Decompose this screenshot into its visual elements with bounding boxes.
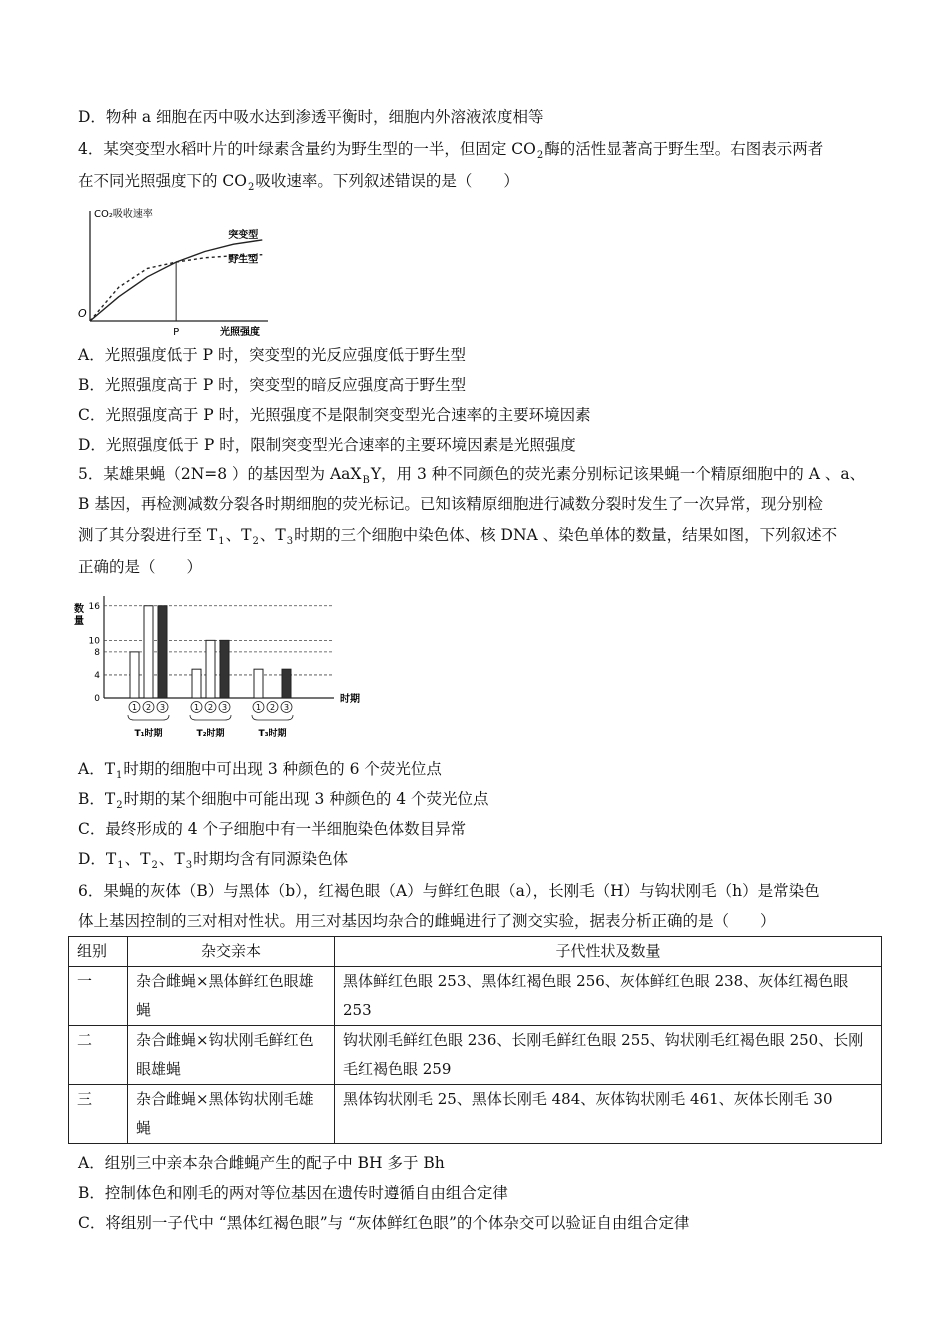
table-row (69, 1026, 882, 1085)
bar (192, 669, 201, 698)
cell-offspring: 黑体钩状刚毛 25、黑体长刚毛 484、灰体钩状刚毛 461、灰体长刚毛 30 (335, 1085, 882, 1144)
co2-absorption-chart (76, 205, 276, 338)
q4-stem-line2: 在不同光照强度下的 $CO_2$吸收速率。下列叙述错误的是（ ） (78, 172, 519, 193)
q5-option-c: C．最终形成的 4 个子细胞中有一半细胞染色体数目异常 (78, 820, 467, 838)
bar-label: 3 (283, 703, 290, 712)
origin-label: O (78, 307, 87, 320)
cell-group: 二 (69, 1026, 128, 1085)
header-parents: 杂交亲本 (128, 937, 335, 967)
bar (206, 640, 215, 698)
group-brace (252, 715, 293, 720)
q5-option-a: A．$T_1$时期的细胞中可出现 3 种颜色的 6 个荧光位点 (78, 760, 442, 781)
q3-option-d: D．物种 a 细胞在丙中吸水达到渗透平衡时，细胞内外溶液浓度相等 (78, 108, 544, 126)
bar-label: 3 (159, 703, 166, 712)
bar (158, 606, 167, 698)
cell-offspring: 黑体鲜红色眼 253、黑体红褐色眼 256、灰体鲜红色眼 238、灰体红褐色眼 253 (335, 967, 882, 1026)
q4-option-c: C．光照强度高于 P 时，光照强度不是限制突变型光合速率的主要环境因素 (78, 406, 591, 424)
cell-parents: 杂合雌蝇×黑体鲜红色眼雄蝇 (128, 967, 335, 1026)
bar-label: 1 (131, 703, 138, 712)
p-marker-label: P (173, 327, 180, 338)
bar (130, 652, 139, 698)
group-label: T₁时期 (134, 729, 163, 739)
x-axis-label: 时期 (340, 694, 360, 705)
table-row (69, 1085, 882, 1144)
q4-option-b: B．光照强度高于 P 时，突变型的暗反应强度高于野生型 (78, 376, 467, 394)
bar (144, 606, 153, 698)
q5-option-d: D．$T_1$、$T_2$、$T_3$时期均含有同源染色体 (78, 850, 349, 871)
bar-label: 3 (221, 703, 228, 712)
q6-table (68, 936, 882, 1144)
bar (220, 640, 229, 698)
cell-group: 一 (69, 967, 128, 1026)
q5-stem-line2: B 基因，再检测减数分裂各时期细胞的荧光标记。已知该精原细胞进行减数分裂时发生了一次异常，现分别检 (78, 495, 823, 513)
cell-group: 三 (69, 1085, 128, 1144)
q5-stem-line4: 正确的是（ ） (78, 558, 203, 576)
bar-label: 2 (269, 703, 276, 712)
bar-label: 2 (207, 703, 214, 712)
q6-option-a: A．组别三中亲本杂合雌蝇产生的配子中 BH 多于 Bh (78, 1154, 445, 1172)
cell-parents: 杂合雌蝇×黑体钩状刚毛雄蝇 (128, 1085, 335, 1144)
y-tick-label: 8 (94, 647, 100, 658)
q4-option-a: A．光照强度低于 P 时，突变型的光反应强度低于野生型 (78, 346, 466, 364)
table-row (69, 967, 882, 1026)
header-group: 组别 (69, 937, 128, 967)
bar-label: 2 (145, 703, 152, 712)
q6-option-c: C．将组别一子代中 “黑体红褐色眼”与 “灰体鲜红色眼”的个体杂交可以验证自由组合定律 (78, 1214, 690, 1232)
q5-stem-line3: 测了其分裂进行至 $T_1$、$T_2$、$T_3$时期的三个细胞中染色体、核 DNA 、染色单体的数量，结果如图，下列叙述不 (78, 526, 838, 547)
y-axis-label-top: 数 (74, 604, 84, 615)
y-tick-label: 16 (88, 601, 100, 612)
group-brace (190, 715, 231, 720)
group-label: T₃时期 (258, 729, 287, 739)
bar (282, 669, 291, 698)
q6-stem-line1: 6．果蝇的灰体（B）与黑体（b），红褐色眼（A）与鲜红色眼（a），长刚毛（H）与钩状刚毛（h）是常染色 (78, 882, 820, 900)
q6-option-b: B．控制体色和刚毛的两对等位基因在遗传时遵循自由组合定律 (78, 1184, 508, 1202)
x-axis-label: 光照强度 (220, 327, 260, 338)
y-tick-label: 0 (94, 694, 100, 704)
y-axis-label-bottom: 量 (74, 616, 84, 627)
y-tick-label: 10 (88, 636, 100, 647)
bar-label: 1 (255, 703, 262, 712)
y-tick-label: 4 (94, 670, 100, 681)
q4-stem-line1: 4．某突变型水稻叶片的叶绿素含量约为野生型的一半，但固定 $CO_2$酶的活性显著高于野生型。右图表示两者 (78, 140, 824, 161)
bar-label: 1 (193, 703, 200, 712)
table-header-row (69, 937, 882, 967)
legend-label: 野生型 (228, 254, 259, 266)
cell-parents: 杂合雌蝇×钩状刚毛鲜红色眼雄蝇 (128, 1026, 335, 1085)
bar (254, 669, 263, 698)
legend-label: 突变型 (228, 229, 259, 241)
cell-offspring: 钩状刚毛鲜红色眼 236、长刚毛鲜红色眼 255、钩状刚毛红褐色眼 250、长刚毛红褐色眼 259 (335, 1026, 882, 1085)
meiosis-count-chart (72, 590, 362, 745)
y-axis-label: CO₂吸收速率 (94, 209, 153, 220)
q4-option-d: D．光照强度低于 P 时，限制突变型光合速率的主要环境因素是光照强度 (78, 436, 576, 454)
q5-stem-line1: 5．某雄果蝇（2N=8 ）的基因型为 AaX$_B$Y，用 3 种不同颜色的荧光素分别标记该果蝇一个精原细胞中的 A 、a、 (78, 465, 866, 486)
group-label: T₂时期 (196, 729, 225, 739)
header-offspring: 子代性状及数量 (335, 937, 882, 967)
group-brace (128, 715, 169, 720)
q5-option-b: B．$T_2$时期的某个细胞中可能出现 3 种颜色的 4 个荧光位点 (78, 790, 489, 811)
q6-stem-line2: 体上基因控制的三对相对性状。用三对基因均杂合的雌蝇进行了测交实验，据表分析正确的是（ ） (78, 912, 776, 930)
